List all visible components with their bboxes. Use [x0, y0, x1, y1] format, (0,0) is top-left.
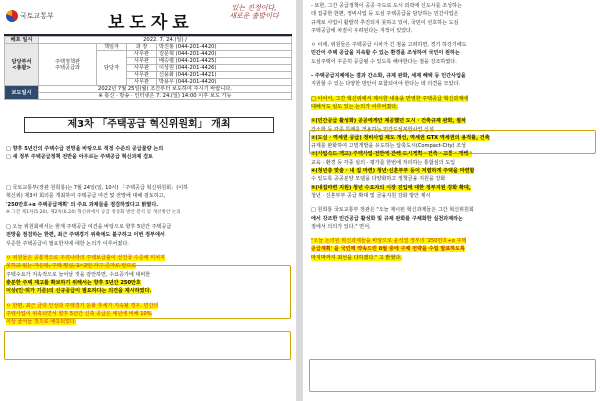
body-line	[311, 184, 596, 192]
role-staff: 담당자	[97, 51, 127, 86]
rank-5: 사무관	[127, 72, 157, 79]
body-line	[6, 192, 290, 200]
body-line	[6, 318, 290, 326]
dept-label-cell	[5, 44, 39, 86]
highlighted-text: 공급계획' 을 국민께 약속드린 8월 중에 구체 전략을 수립 발표하도록	[311, 246, 465, 253]
highlighted-text: ②(도심 · 역세권 공급) 정비사업 제도 개선, 역세권 GTX 역세권의 용적률, 건축	[311, 134, 490, 141]
body-line-text: 규제를 완화하여 고밀개발을 유도하는 압축도시(Compact-City) 조성	[311, 143, 466, 150]
body-line-text: 전망을 점검하는 한편, 최근 주택경기 위축에도 불구하고 이번 정부에서	[6, 232, 165, 239]
body-line	[311, 159, 596, 167]
body-line	[6, 184, 290, 192]
person-2: 김문혁 (044-201-4420)	[157, 51, 292, 58]
summary-bullet-text: □ 향후 5년간의 주택수급 전망을 바탕으로 적정 수준의 공급물량 논의	[6, 146, 164, 152]
highlighted-text: ③(사업속도 제고) 주택사업 전반에 관해 도시계획 · 건축 · 교통 · 재해 ·	[311, 151, 473, 158]
slogan-line-2: 새로운 출발이다	[229, 12, 279, 21]
body-line	[311, 167, 596, 175]
dept-sub-label: <총괄>	[12, 64, 31, 71]
body-line-text: 꾸준한 주택공급이 필요한지에 대한 논의가 이루어졌다.	[6, 240, 129, 247]
footnote-line	[6, 209, 290, 217]
body-line	[6, 240, 290, 248]
dept-name-2: 주택공급과	[54, 64, 81, 71]
body-line	[311, 72, 596, 80]
article-heading: 제3차 「주택공급 혁신위원회」 개최	[24, 117, 274, 133]
highlighted-text: 대해서도 심도 있는 논의가 이루어졌다.	[311, 103, 398, 110]
body-line-text: 도심주택이 꾸준히 공급될 수 있도록 해야한다는 점을 강조하였다.	[311, 58, 457, 65]
body-line	[311, 80, 596, 88]
body-line	[311, 206, 596, 214]
body-line	[311, 95, 596, 103]
body-line-text: 민간이 주택 공급을 지속할 수 있는 환경을 조성하여 국민이 원하는	[311, 50, 460, 57]
rank-3: 사무관	[127, 58, 157, 65]
footnote-text: ※ 그간 제1차(5.20), 제2차(6.24) 혁신위에서 공급 정상화 방안 분석 및 개선방안 논의	[6, 209, 181, 215]
press-release-page-1	[0, 0, 296, 401]
body-line	[311, 175, 596, 183]
highlighted-text: ④(청년층 맞춤 · 내 집 마련) 청년·신혼부부 등이 저렴하게 주택을 마련할	[311, 168, 475, 175]
body-line-text: 규제로 사업이 활발히 추진되지 못하고 있어, 국민이 선호하는 도심	[311, 19, 459, 26]
body-line	[311, 192, 596, 200]
body-line-text: 데 집중한 한편, 정비사업 등 도심 주택공급을 담당하는 민간사업은	[311, 11, 459, 18]
summary-bullet	[6, 153, 290, 161]
body-line-text: 혁신위) 제3차 회의를 개최하여 주택공급 여건 및 전망에 대해 검토하고,	[6, 193, 166, 200]
contact-info-table	[4, 36, 292, 100]
person-6: 박용우 (044-201-4420)	[157, 79, 292, 86]
body-line-text: 주택공급에 차질이 우려된다는 지적이 있었다.	[311, 27, 413, 34]
rank-6: 사무관	[127, 79, 157, 86]
body-line	[6, 201, 290, 209]
release-text-1: 2022년 7월 25일(월) 조간부터 보도하여 주시기 바랍니다.	[39, 86, 292, 93]
body-line	[311, 49, 596, 57]
page-gutter	[296, 0, 303, 401]
slogan-line-1: 있는 진정이다,	[231, 4, 277, 12]
body-line	[311, 117, 596, 125]
body-line-text: ㅇ 이에, 위원들은 주택공급 시차가 긴 점을 고려하면, 경기 하강기에도	[311, 42, 467, 49]
body-line-text: '250만호+α 주택공급계획' 의 주요 과제들을 점검하였다고 밝혔다.	[6, 201, 159, 208]
rank-4: 사무관	[127, 65, 157, 72]
body-line	[311, 19, 596, 27]
summary-bullet-text: □ 새 정부 주택공급정책 전반을 아우르는 주택공급 혁신과제 검토	[6, 154, 153, 161]
release-label: 보도일시	[5, 86, 39, 100]
highlighted-text: 이상(인·허가 기준)의 신규공급이 필요하다는 의견을 제시하였다.	[6, 288, 152, 295]
summary-bullets	[6, 145, 290, 162]
body-line	[311, 27, 596, 35]
body-line-text: □ 국토교통부(장관 원희룡)는 7월 24일(일, 10시) 「주택공급 혁신위원회」(이하	[6, 185, 189, 191]
person-3: 배승렬 (044-201-4425)	[157, 58, 292, 65]
body-line-text: 수 있도록 공공분양 모델을 다양화하고 정책금융 지원을 강화	[311, 176, 446, 183]
body-line	[311, 223, 596, 231]
highlighted-text: □ 이어서, 그간 혁신위에서 제시한 내용을 반영한 주택공급 혁신과제에	[311, 95, 469, 102]
body-line-text: 청년 · 신혼부부 공급 확대 및 금융지원 강화 방안 제시	[311, 192, 431, 199]
rank-2: 사무관	[127, 51, 157, 58]
body-line-text: 지원할 수 있는 다양한 방안이 포함되어야 한다는 데 의견을 모았다.	[311, 81, 461, 88]
highlighted-text: 충분한 주택 재고를 확보하기 위해서는 향후 5년간 250만호	[6, 279, 141, 286]
role-head: 책임자	[97, 44, 127, 51]
highlighted-text: 못하고 있는 가운데, 주택 멸실, 1~2인 가구 증가로 앞으로	[6, 263, 137, 270]
dept-label: 담당부서	[11, 58, 32, 65]
highlighted-text: 마지막까지 최선을 다하겠다." 고 밝혔다.	[311, 254, 402, 261]
slogan	[220, 4, 288, 20]
body-line	[311, 215, 596, 223]
body-line	[311, 245, 596, 253]
highlighted-text: ①(민간공급 활성화) 공공에게만 제공했던 도시 · 건축규제 완화, 절차	[311, 118, 466, 125]
body-line	[6, 254, 290, 262]
body-line-text: 간소화 등 각종 특례를 적용하는 민간도심복합사업 신설	[311, 126, 434, 133]
highlight-box	[309, 359, 596, 392]
press-release-header	[4, 2, 292, 36]
body-line-text: 주택수요가 지속적으로 늘어날 것을 감안하면, 수요증가에 대비한	[6, 271, 151, 278]
body-line-text: 에서 강조한 민간공급 활성화 및 규제 완화를 구체화한 실천과제라는	[311, 215, 463, 222]
date-value: 2022. 7. 24.(일) /	[39, 37, 292, 44]
date-label: 배포 일시	[5, 37, 39, 44]
person-1: 박진홍 (044-201-4420)	[157, 44, 292, 51]
ministry-name: 국토교통부	[20, 12, 54, 20]
highlight-box	[4, 265, 291, 319]
dept-name-1: 주택정책관	[54, 58, 81, 65]
highlight-box	[4, 331, 291, 360]
body-line	[311, 10, 596, 18]
body-line-text: □ 오늘 위원회에서는 현재 주택공급 여건을 바탕으로 향후 5년간 주택공급	[6, 224, 172, 231]
ministry-logo	[6, 10, 54, 22]
release-text-2: ※ 통신 · 방송 · 인터넷은 7. 24.(일) 14:00 이후 보도 가능	[39, 93, 292, 100]
body-line-text: 교육 · 환경 등 각종 심의 · 평가를 한번에 처리하는 통합심의 도입	[311, 159, 456, 166]
body-line-text: □ 원희룡 국토교통부 장관은 "오늘 제시된 혁신과제들은 그간 혁신위원회	[311, 207, 474, 214]
highlighted-text: "오늘 논의된 혁신과제들을 바탕으로 윤석열 정부의 '250만호+α 주택	[311, 238, 467, 245]
rank-1: 과 장	[127, 44, 157, 51]
highlighted-text: ㅇ 위원들은 공통적으로 우리나라의 주택보급률이 선진국 수준에 미치지	[6, 255, 165, 262]
body-line	[311, 2, 596, 10]
highlighted-text: 주택사업이 위축되면서 향후 5년간 신축 공급은 예년에 비해 10%	[6, 310, 152, 317]
body-line	[6, 223, 290, 231]
summary-bullet	[6, 145, 290, 153]
body-line-text: 점에서 의의가 있다." 면서,	[311, 223, 371, 230]
highlighted-text: 이상 줄어들 것으로 예측되었다.	[6, 319, 77, 326]
highlighted-text: ㅇ 한편, 최근 금리 인상과 주택경기 둔화 추세가 지속될 경우, 민간의	[6, 302, 159, 309]
body-line-text: - 또한, 그간 공급정책이 공공 주도로 도시 외곽에 신도시를 조성하는	[311, 3, 462, 9]
ministry-emblem-icon	[6, 10, 18, 22]
body-line	[311, 58, 596, 66]
person-5: 신용화 (044-201-4421)	[157, 72, 292, 79]
body-line	[311, 41, 596, 49]
body-line	[6, 231, 290, 239]
dept-name-cell	[39, 44, 97, 86]
person-4: 이상원 (044-201-4426)	[157, 65, 292, 72]
body-line	[311, 103, 596, 111]
highlighted-text: ⑤(내집마련 지원) 청년 수요자의 시장 진입에 대한 정부지원 강화 확대,	[311, 184, 471, 191]
body-line	[311, 237, 596, 245]
press-release-page-2	[303, 0, 600, 401]
body-line-text: - 주택공급지체에는 결과 간소화, 규제 완화, 세제 혜택 등 민간사업을	[311, 73, 466, 80]
body-line	[311, 254, 596, 262]
document-title: 보도자료	[108, 13, 194, 33]
highlight-box	[309, 130, 596, 154]
